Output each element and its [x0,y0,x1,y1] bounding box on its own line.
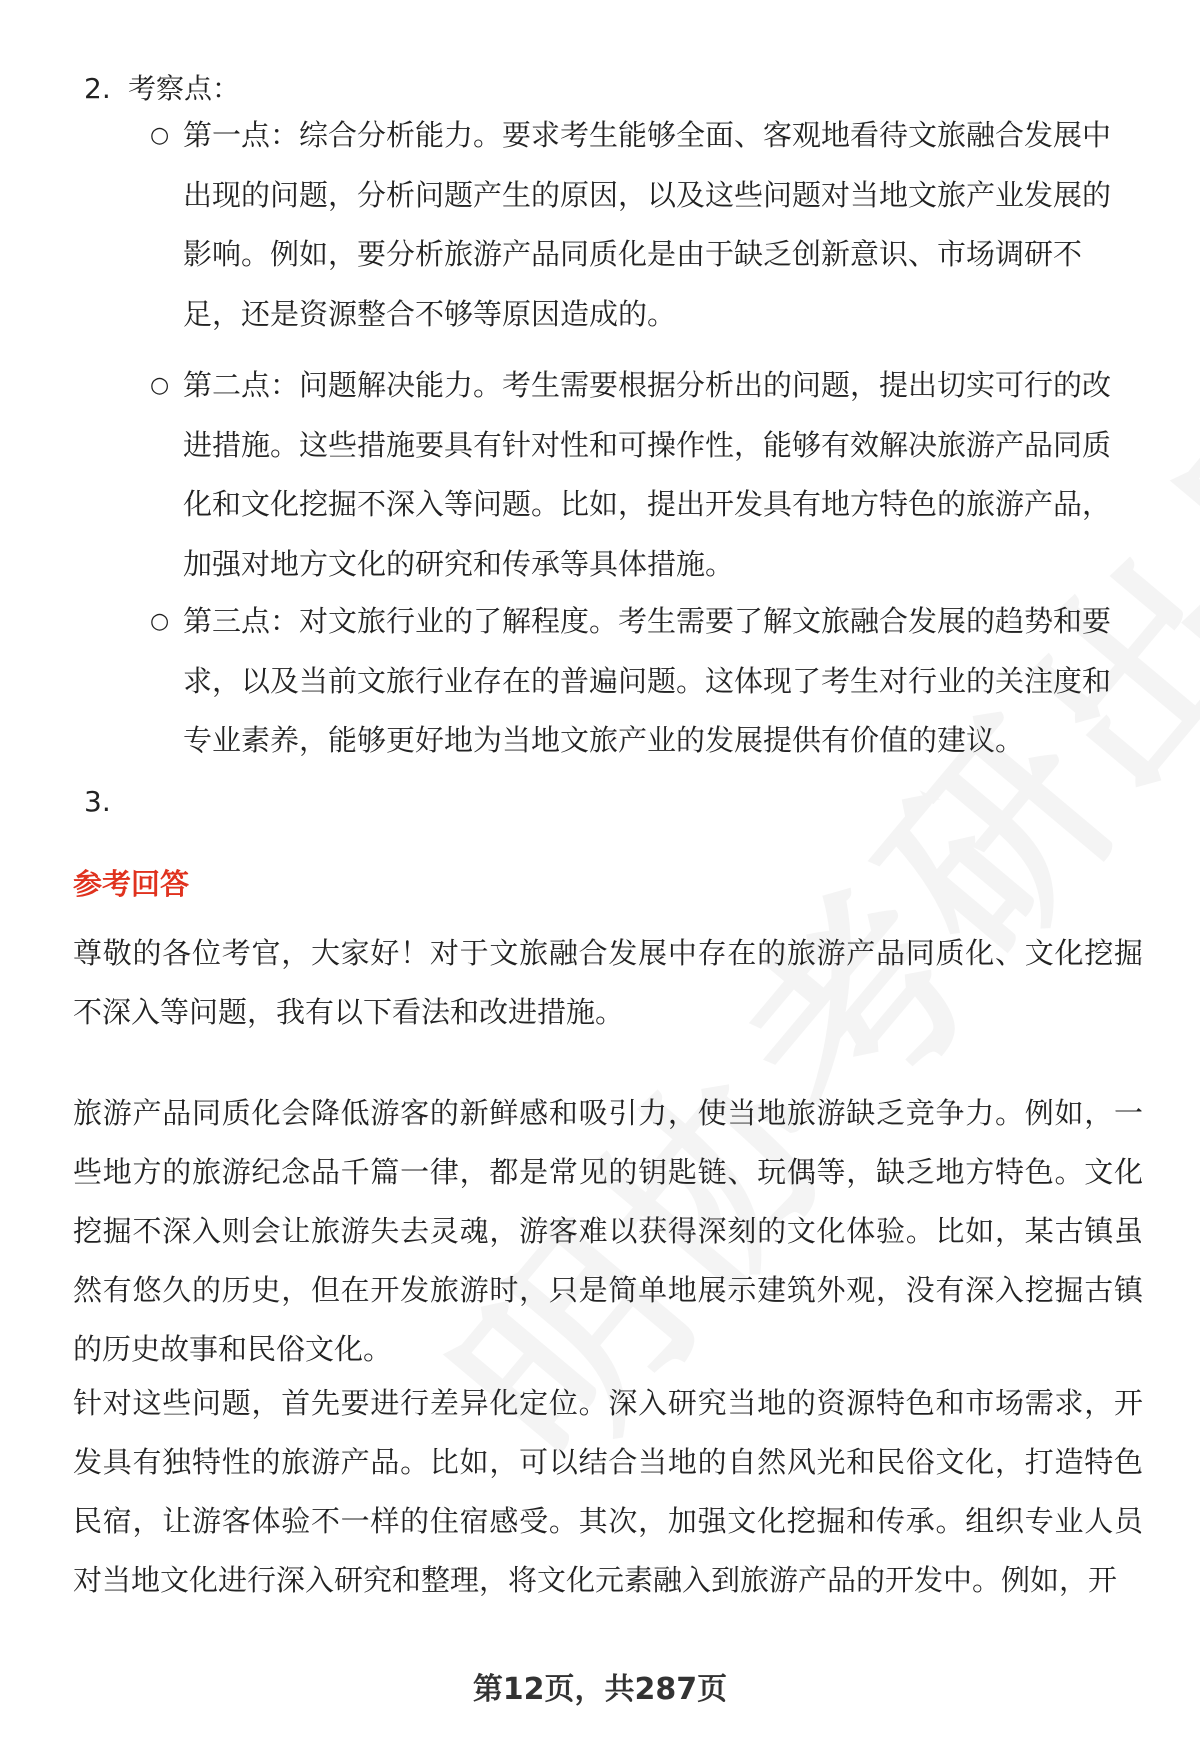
answer-heading: 参考回答 [73,867,190,901]
list-title: 考察点： [128,72,241,105]
page-number: 第12页，共287页 [472,1672,728,1707]
circle-bullet-icon: ○ [150,123,170,148]
paragraph: 旅游产品同质化会降低游客的新鲜感和吸引力，使当地旅游缺乏竞争力。例如，一些地方的旅游纪念品千篇一律，都是常见的钥匙链、玩偶等，缺乏地方特色。文化挖掘不深入则会让旅游失去灵魂，游客难以获得深刻的文化体验。比如，某古镇虽然有悠久的历史，但在开发旅游时，只是简单地展示建筑外观，没有深入挖掘古镇的历史故事和民俗文化。 [73,1096,1143,1366]
sub-list-text: 第一点：综合分析能力。要求考生能够全面、客观地看待文旅融合发展中出现的问题，分析问题产生的原因，以及这些问题对当地文旅产业发展的影响。例如，要分析旅游产品同质化是由于缺乏创新意识、市场调研不足，还是资源整合不够等原因造成的。 [183,118,1112,331]
sub-list-text: 第三点：对文旅行业的了解程度。考生需要了解文旅融合发展的趋势和要求，以及当前文旅行业存在的普遍问题。这体现了考生对行业的关注度和专业素养，能够更好地为当地文旅产业的发展提供有价值的建议。 [183,604,1112,757]
circle-bullet-icon: ○ [150,609,170,634]
list-number: 2. [84,72,111,105]
list-item-3 [84,772,128,832]
list-number: 3. [84,785,111,818]
circle-bullet-icon: ○ [150,373,170,398]
paragraph: 尊敬的各位考官，大家好！对于文旅融合发展中存在的旅游产品同质化、文化挖掘不深入等问题，我有以下看法和改进措施。 [73,936,1143,1029]
sub-list-item [150,356,1135,594]
sub-list-text: 第二点：问题解决能力。考生需要根据分析出的问题，提出切实可行的改进措施。这些措施要具有针对性和可操作性，能够有效解决旅游产品同质化和文化挖掘不深入等问题。比如，提出开发具有地方特色的旅游产品，加强对地方文化的研究和传承等具体措施。 [183,368,1112,581]
paragraph: 针对这些问题，首先要进行差异化定位。深入研究当地的资源特色和市场需求，开发具有独特性的旅游产品。比如，可以结合当地的自然风光和民俗文化，打造特色民宿，让游客体验不一样的住宿感受。其次，加强文化挖掘和传承。组织专业人员对当地文化进行深入研究和整理，将文化元素融入到旅游产品的开发中。例如，开 [73,1386,1143,1597]
sub-list-item [150,106,1135,344]
sub-list-item [150,592,1135,771]
